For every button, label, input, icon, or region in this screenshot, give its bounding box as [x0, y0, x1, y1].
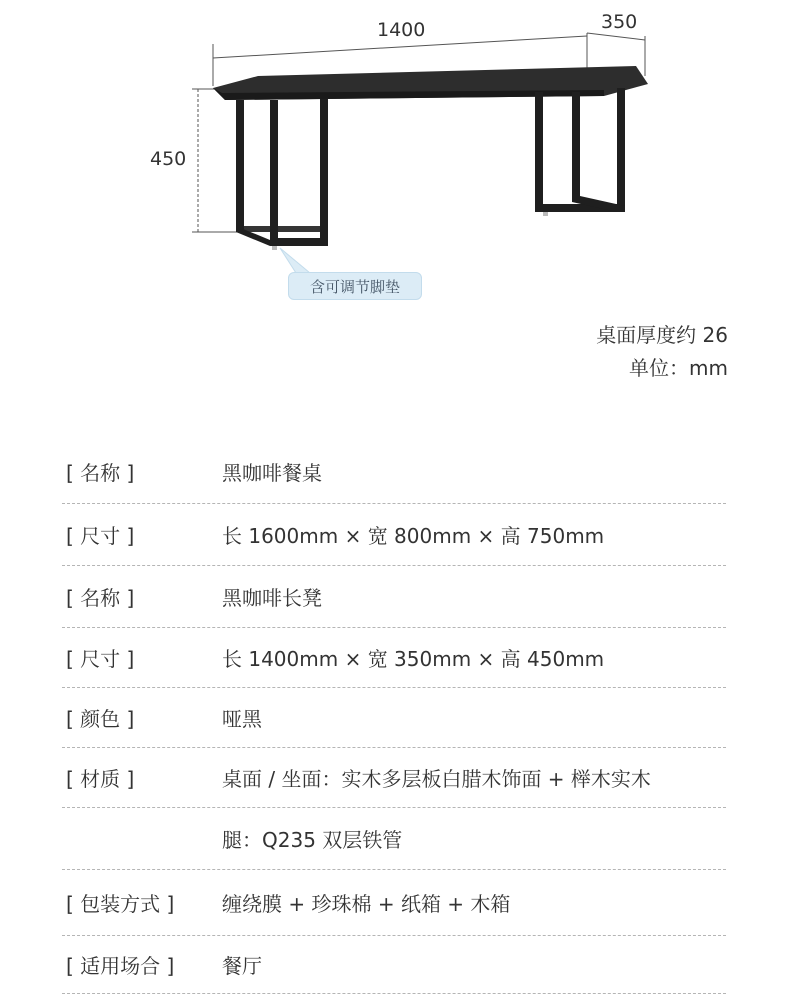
spec-row-size-table	[62, 504, 726, 566]
spec-value: 桌面 / 坐面：实木多层板白腊木饰面 + 榉木实木	[222, 767, 651, 791]
spec-value: 长 1400mm × 宽 350mm × 高 450mm	[222, 647, 605, 671]
spec-value: 黑咖啡餐桌	[222, 461, 322, 485]
spec-label: [ 包装方式 ]	[66, 892, 175, 916]
spec-value: 腿：Q235 双层铁管	[222, 828, 403, 852]
spec-label: [ 名称 ]	[66, 586, 135, 610]
spec-row-name-bench	[62, 566, 726, 628]
spec-row-usage	[62, 936, 726, 994]
spec-row-material-legs	[62, 808, 726, 870]
height-label: 450	[150, 148, 187, 170]
spec-label: [ 材质 ]	[66, 767, 135, 791]
spec-row-size-bench	[62, 628, 726, 688]
spec-row-material	[62, 748, 726, 808]
spec-label: [ 名称 ]	[66, 461, 135, 485]
spec-value: 哑黑	[222, 707, 262, 731]
spec-label: [ 尺寸 ]	[66, 647, 135, 671]
unit-note: 单位：mm	[629, 356, 728, 380]
depth-label: 350	[601, 11, 638, 33]
spec-table	[62, 440, 726, 994]
adjustable-feet-tag: 含可调节脚垫	[288, 272, 422, 300]
spec-row-packaging	[62, 870, 726, 936]
product-dimension-drawing	[0, 0, 790, 310]
spec-label: [ 颜色 ]	[66, 707, 135, 731]
spec-value: 长 1600mm × 宽 800mm × 高 750mm	[222, 524, 605, 548]
bench-illustration	[0, 0, 790, 310]
spec-label: [ 适用场合 ]	[66, 954, 175, 978]
spec-label: [ 尺寸 ]	[66, 524, 135, 548]
spec-value: 餐厅	[222, 954, 262, 978]
length-label: 1400	[377, 19, 426, 41]
spec-value: 缠绕膜 + 珍珠棉 + 纸箱 + 木箱	[222, 892, 511, 916]
thickness-note: 桌面厚度约 26	[596, 323, 728, 347]
spec-value: 黑咖啡长凳	[222, 586, 322, 610]
spec-row-color	[62, 688, 726, 748]
spec-row-name-table	[62, 440, 726, 504]
